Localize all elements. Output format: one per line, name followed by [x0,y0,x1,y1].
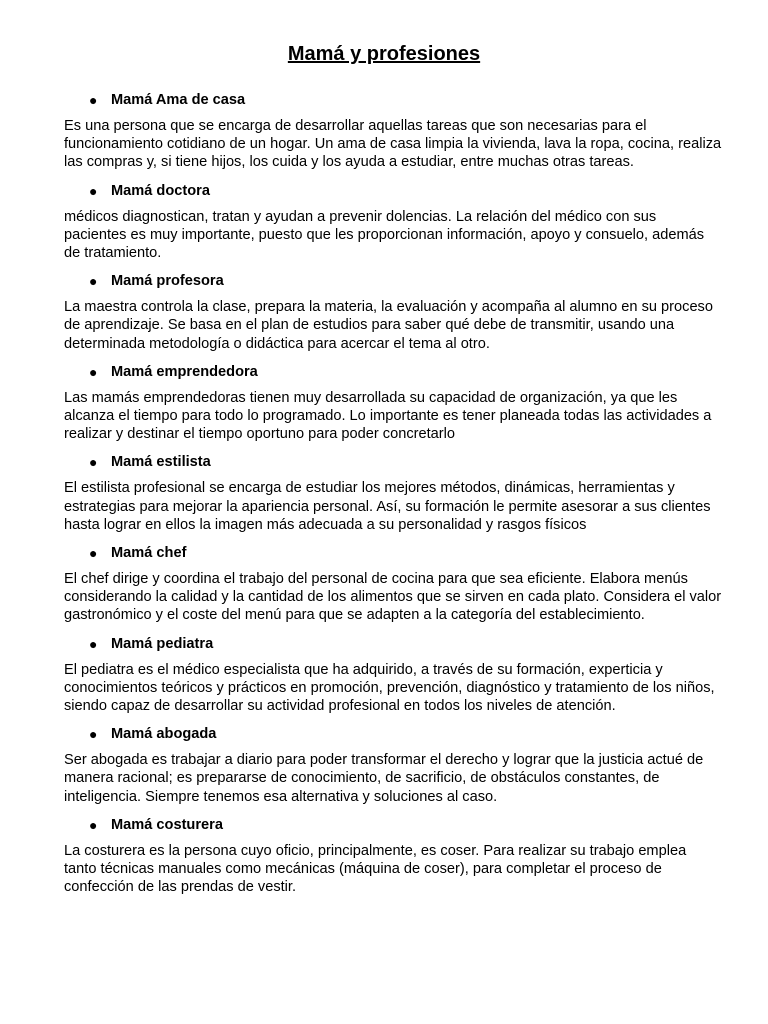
bullet-icon: ● [89,182,98,199]
section-pediatra [64,635,722,716]
section-heading-label: Mamá pediatra [111,635,214,652]
bullet-icon: ● [89,726,98,743]
section-heading [64,725,722,743]
bullet-icon: ● [89,635,98,652]
section-estilista [64,453,722,534]
bullet-icon: ● [89,545,98,562]
section-abogada [64,725,722,806]
bullet-icon: ● [89,454,98,471]
section-heading [64,635,722,653]
section-heading-label: Mamá costurera [111,816,223,833]
section-paragraph: La maestra controla la clase, prepara la materia, la evaluación y acompaña al alumno en su proceso de aprendizaje. Se basa en el plan de estudios para saber qué debe de transmitir, usando una determinada metodología o didáctica para acercar el tema al otro. [64,299,713,352]
section-emprendedora [64,363,722,444]
section-heading-label: Mamá Ama de casa [111,92,246,108]
bullet-icon: ● [89,273,98,290]
section-heading-label: Mamá emprendedora [111,363,258,380]
section-heading [64,816,722,834]
bullet-icon: ● [89,816,98,833]
section-heading-label: Mamá profesora [111,273,224,290]
section-heading-label: Mamá abogada [111,726,217,743]
section-doctora [64,182,722,263]
section-heading [64,363,722,381]
section-paragraph: El estilista profesional se encarga de estudiar los mejores métodos, dinámicas, herramientas y estrategias para mejorar la apariencia personal. Así, su formación le permite asesorar a sus clientes hasta lograr en ellos la imagen más adecuada a su personalidad y rasgos físicos [64,480,711,533]
section-paragraph: Es una persona que se encarga de desarrollar aquellas tareas que son necesarias para el funcionamiento cotidiano de un hogar. Un ama de casa limpia la vivienda, lava la ropa, cocina, realiza las compras y, si tiene hijos, los cuida y los ayuda a estudiar, entre muchas otras tareas. [64,118,722,171]
section-chef [64,544,722,625]
section-heading [64,453,722,471]
section-paragraph: La costurera es la persona cuyo oficio, principalmente, es coser. Para realizar su trabajo emplea tanto técnicas manuales como mecánicas (máquina de coser), para completar el proceso de confección de las prendas de vestir. [64,842,687,896]
section-paragraph: Ser abogada es trabajar a diario para poder transformar el derecho y lograr que la justicia actué de manera racional; es prepararse de conocimiento, de sacrificio, de obstáculos constantes, de inteligencia. Siempre tenemos esa alternativa y soluciones al caso. [64,752,704,805]
bullet-icon: ● [89,363,98,380]
page-title: Mamá y profesiones [287,43,481,65]
section-paragraph: médicos diagnostican, tratan y ayudan a prevenir dolencias. La relación del médico con sus pacientes es muy importante, puesto que les proporcionan información, apoyo y consuelo, además de tratamiento. [64,208,705,262]
section-heading [64,544,722,562]
section-costurera [64,816,722,897]
bullet-icon: ● [89,92,98,108]
section-heading [64,272,722,290]
section-heading-label: Mamá chef [111,545,187,562]
section-paragraph: El pediatra es el médico especialista que ha adquirido, a través de su formación, experticia y conocimientos teóricos y prácticos en promoción, prevención, diagnóstico y tratamiento de los niños, siendo capaz de desarrollar su actividad profesional en todos los niveles de atención. [64,661,715,715]
section-paragraph: Las mamás emprendedoras tienen muy desarrollada su capacidad de organización, ya que les alcanza el tiempo para todo lo programado. Lo importante es tener planeada todas las actividades a realizar y destinar el tiempo oportuno para poder concretarlo [64,389,712,443]
section-profesora [64,272,722,353]
section-heading-label: Mamá doctora [111,182,210,199]
section-heading-label: Mamá estilista [111,454,211,471]
section-heading [64,182,722,200]
section-ama-de-casa [64,91,722,172]
section-heading [64,91,722,109]
section-paragraph: El chef dirige y coordina el trabajo del personal de cocina para que sea eficiente. Elabora menús considerando la calidad y la cantidad de los alimentos que se sirven en cada plato. Considera el valor gastronómico y el coste del menú para que se adapten a la categoría del establecimiento. [64,571,722,624]
